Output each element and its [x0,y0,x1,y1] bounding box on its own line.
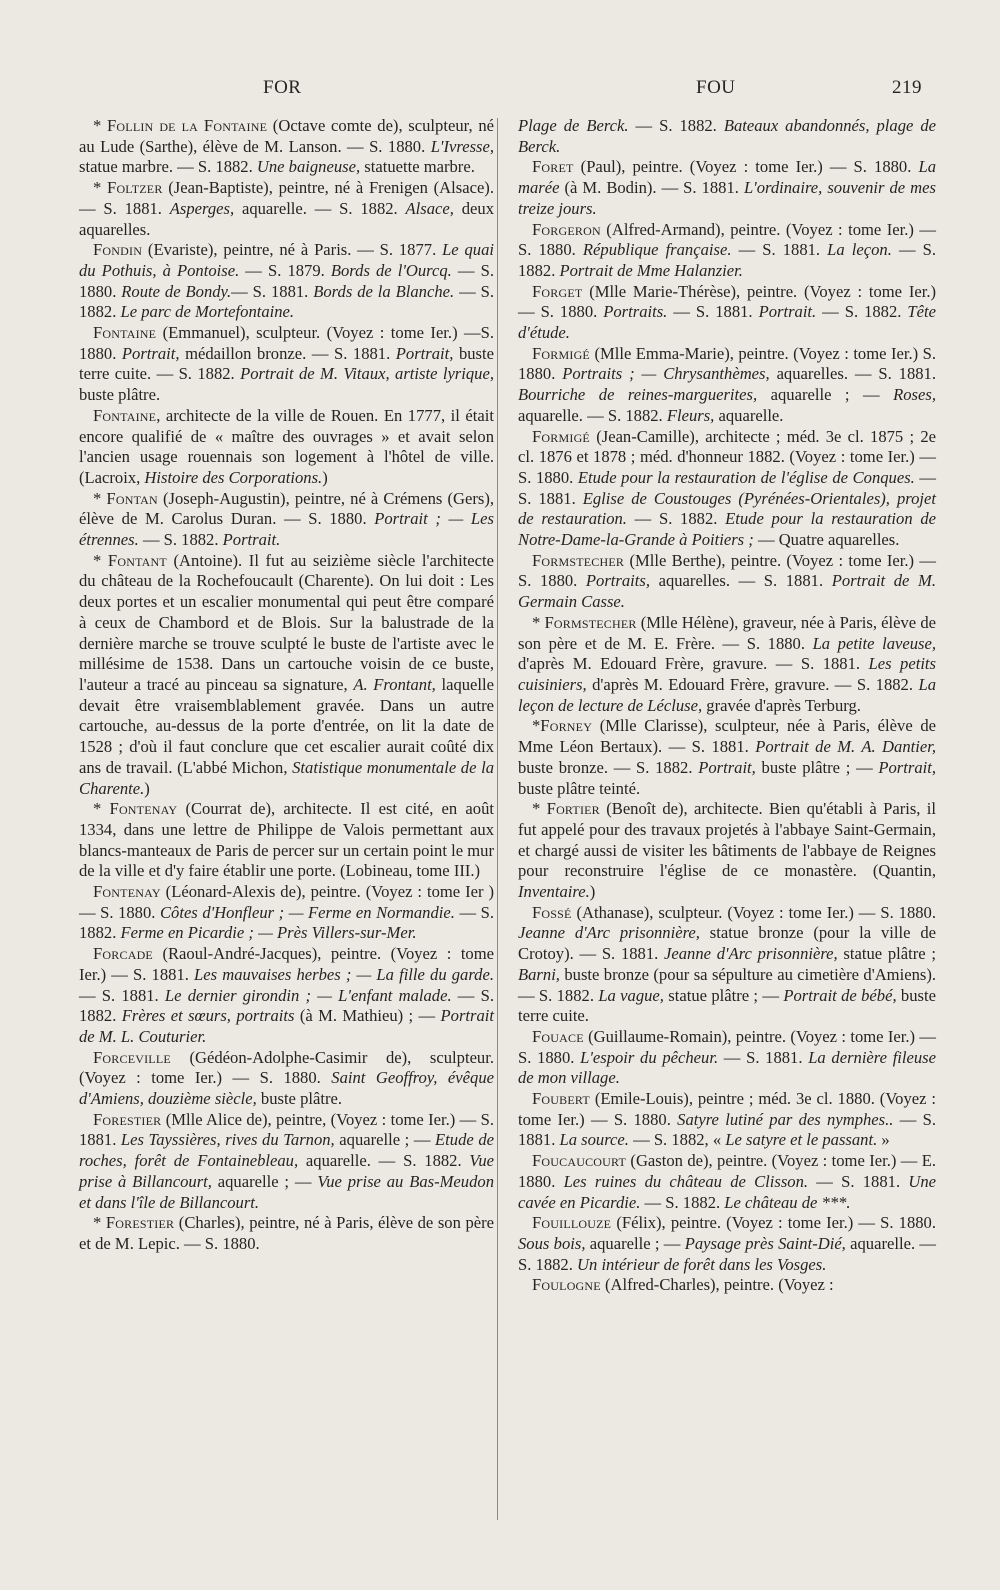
entry: Fouace (Guillaume-Romain), peintre. (Voyez : tome Ier.) — S. 1880. L'espoir du pêcheur. — S. 1881. La dernière fileuse de mon village. [518,1026,937,1088]
entry-name: Fouace [532,1026,584,1046]
entry: Foubert (Emile-Louis), peintre ; méd. 3e cl. 1880. (Voyez : tome Ier.) — S. 1880. Satyre lutiné par des nymphes.. — S. 1881. La source. — S. 1882, « Le satyre et le passant. » [518,1089,936,1150]
running-head-left: FOR [263,77,302,98]
entry-name: Forcade [93,944,153,964]
entry: * Forestier (Charles), peintre, né à Paris, élève de son père et de M. Lepic. — S. 1880. [79,1213,494,1253]
entry-name: Forgeron [532,219,601,239]
left-column [79,116,494,1255]
entry-name: Forney [540,716,593,736]
entry-name: Fontant [107,550,167,570]
entry: Fondin (Evariste), peintre, né à Paris. — S. 1877. Le quai du Pothuis, à Pontoise. — S. 1879. Bords de l'Ourcq. — S. 1880. Route de Bondy.— S. 1881. Bords de la Blanche. — S. 1882. Le parc de Mortefontaine. [79,240,495,322]
entry: *Forney (Mlle Clarisse), sculpteur, née à Paris, élève de Mme Léon Bertaux). — S. 1881. Portrait de M. A. Dantier, buste bronze. — S. 1882. Portrait, buste plâtre ; — Portrait, buste plâtre teinté. [518,716,936,798]
entry: Formigé (Jean-Camille), architecte ; méd. 3e cl. 1875 ; 2e cl. 1876 et 1878 ; méd. d'honneur 1882. (Voyez : tome Ier.) — S. 1880. Etude pour la restauration de l'église de Conques. — S. 1881. Eglise de Coustouges (Pyrénées-Orientales), projet de restauration. — S. 1882. Etude pour la restauration de Notre-Dame-la-Grande à Poitiers ; — Quatre aquarelles. [518,426,936,550]
entry-name: Formstecher [532,550,625,570]
entry: Foucaucourt (Gaston de), peintre. (Voyez : tome Ier.) — E. 1880. Les ruines du château de Clisson. — S. 1881. Une cavée en Picardie. — S. 1882. Le château de ***. [518,1151,936,1212]
entry-name: Formigé [532,343,590,363]
entry-name: Follin de la Fontaine [107,116,268,135]
entry-continuation: Plage de Berck. — S. 1882. Bateaux abandonnés, plage de Berck. [518,116,937,156]
entry: Forcade (Raoul-André-Jacques), peintre. (Voyez : tome Ier.) — S. 1881. Les mauvaises herbes ; — La fille du garde. — S. 1881. Le dernier girondin ; — L'enfant malade. — S. 1882. Frères et sœurs, portraits (à M. Mathieu) ; — Portrait de M. L. Couturier. [79,944,495,1046]
entry-name: Forceville [93,1047,171,1067]
entry: * Foltzer (Jean-Baptiste), peintre, né à Frenigen (Alsace). — S. 1881. Asperges, aquarelle. — S. 1882. Alsace, deux aquarelles. [79,178,494,239]
right-column [518,116,936,1296]
entry: Foulogne (Alfred-Charles), peintre. (Voyez : [532,1275,834,1295]
entry-name: Formstecher [544,612,637,632]
entry-name: Forestier [93,1109,162,1129]
entry-name: Fontenay [93,882,161,902]
entry: Formigé (Mlle Emma-Marie), peintre. (Voyez : tome Ier.) S. 1880. Portraits ; — Chrysanthèmes, aquarelles. — S. 1881. Bourriche de reines-marguerites, aquarelle ; — Roses, aquarelle. — S. 1882. Fleurs, aquarelle. [518,343,937,425]
entry: Forget (Mlle Marie-Thérèse), peintre. (Voyez : tome Ier.) — S. 1880. Portraits. — S. 1881. Portrait. — S. 1882. Tête d'étude. [518,281,936,343]
entry: Fontaine, architecte de la ville de Rouen. En 1777, il était encore qualifié de « maître des ouvrages » et avait selon l'ancien usage rouennais son logement à l'hôtel de ville. (Lacroix, Histoire des Corporations.) [79,405,494,487]
entry-name: Foret [532,157,574,177]
entry-name: Fontan [106,488,158,508]
entry: Fouillouze (Félix), peintre. (Voyez : tome Ier.) — S. 1880. Sous bois, aquarelle ; — Paysage près Saint-Dié, aquarelle. — S. 1882. Un intérieur de forêt dans les Vosges. [518,1213,936,1274]
entry-name: Forget [532,281,583,301]
entry-name: Fontaine [93,323,157,343]
entry: Forestier (Mlle Alice de), peintre, (Voyez : tome Ier.) — S. 1881. Les Tayssières, rives du Tarnon, aquarelle ; — Etude de roches, forêt de Fontainebleau, aquarelle. — S. 1882. Vue prise à Billancourt, aquarelle ; — Vue prise au Bas-Meudon et dans l'île de Billancourt. [79,1109,494,1212]
column-divider [497,118,498,1520]
entry-name: Foulogne [532,1275,601,1295]
entry-name: Forestier [105,1213,175,1233]
entry-name: Fontenay [109,799,178,819]
entry: * Fortier (Benoît de), architecte. Bien qu'établi à Paris, il fut appelé pour des travaux projetés à l'abbaye Saint-Germain, et chargé aussi de visiter les bâtiments de l'abbaye de Reignes pour reconstruire l'église de ce monastère. (Quantin, Inventaire.) [518,799,936,902]
entry: Forgeron (Alfred-Armand), peintre. (Voyez : tome Ier.) — S. 1880. République française. — S. 1881. La leçon. — S. 1882. Portrait de Mme Halanzier. [518,219,937,280]
entry: Fontenay (Léonard-Alexis de), peintre. (Voyez : tome Ier ) — S. 1880. Côtes d'Honfleur ; — Ferme en Normandie. — S. 1882. Ferme en Picardie ; — Près Villers-sur-Mer. [79,882,494,943]
entry-name: Fontaine [93,405,157,425]
entry: Forceville (Gédéon-Adolphe-Casimir de), sculpteur. (Voyez : tome Ier.) — S. 1880. Saint Geoffroy, évêque d'Amiens, douzième siècle, buste plâtre. [79,1047,494,1109]
entry: * Fontan (Joseph-Augustin), peintre, né à Crémens (Gers), élève de M. Carolus Duran. — S. 1880. Portrait ; — Les étrennes. — S. 1882. Portrait. [79,488,494,550]
page-number: 219 [892,77,922,98]
entry: Fontaine (Emmanuel), sculpteur. (Voyez : tome Ier.) —S. 1880. Portrait, médaillon bronze. — S. 1881. Portrait, buste terre cuite. — S. 1882. Portrait de M. Vitaux, artiste lyrique, buste plâtre. [79,323,494,405]
entry: * Follin de la Fontaine (Octave comte de), sculpteur, né au Lude (Sarthe), élève de M. Lanson. — S. 1880. L'Ivresse, statue marbre. — S. 1882. Une baigneuse, statuette marbre. [79,116,494,177]
entry-name: Fossé [532,902,572,922]
entry: Fossé (Athanase), sculpteur. (Voyez : tome Ier.) — S. 1880. Jeanne d'Arc prisonnière, statue bronze (pour la ville de Crotoy). — S. 1881. Jeanne d'Arc prisonnière, statue plâtre ; Barni, buste bronze (pour sa sépulture au cimetière d'Amiens). — S. 1882. La vague, statue plâtre ; — Portrait de bébé, buste terre cuite. [518,902,936,1026]
entry-name: Foltzer [107,178,163,198]
entry-name: Foucaucourt [532,1151,627,1171]
entry: Foret (Paul), peintre. (Voyez : tome Ier.) — S. 1880. La marée (à M. Bodin). — S. 1881. L'ordinaire, souvenir de mes treize jours. [518,157,936,218]
running-head-right: FOU [696,77,736,98]
entry: Formstecher (Mlle Berthe), peintre. (Voyez : tome Ier.) — S. 1880. Portraits, aquarelles. — S. 1881. Portrait de M. Germain Casse. [518,550,936,612]
entry: * Fontenay (Courrat de), architecte. Il est cité, en août 1334, dans une lettre de Philippe de Valois permettant aux blancs-manteaux de Paris de percer sur un certain point le mur de la ville et d'y faire établir une porte. (Lobineau, tome III.) [79,799,494,881]
entry-name: Fouillouze [532,1213,612,1233]
entry-name: Fortier [546,799,600,819]
entry: * Formstecher (Mlle Hélène), graveur, née à Paris, élève de son père et de M. E. Frère. — S. 1880. La petite laveuse, d'après M. Edouard Frère, gravure. — S. 1881. Les petits cuisiniers, d'après M. Edouard Frère, gravure. — S. 1882. La leçon de lecture de Lécluse, gravée d'après Terburg. [518,612,936,715]
entry-name: Fondin [93,240,143,260]
entry: * Fontant (Antoine). Il fut au seizième siècle l'architecte du château de la Rochefoucault (Charente). On lui doit : Les deux portes et un escalier monumental qui peut être comparé à ceux de Chambord et de Blois. Sur la balustrade de la dernière marche se trouve sculpté le buste de l'artiste avec le millésime de 1538. Dans un cartouche voisin de ce buste, l'auteur a tracé au pinceau sa signature, A. Frontant, laquelle devait être vraisemblablement gravée. Dans un autre cartouche, au-dessus de la porte d'entrée, on lit la date de 1528 ; d'où il faut conclure que cet escalier aurait coûté dix ans de travail. (L'abbé Michon, Statistique monumentale de la Charente.) [79,550,495,798]
entry-name: Formigé [532,426,590,446]
entry-name: Foubert [532,1089,590,1109]
